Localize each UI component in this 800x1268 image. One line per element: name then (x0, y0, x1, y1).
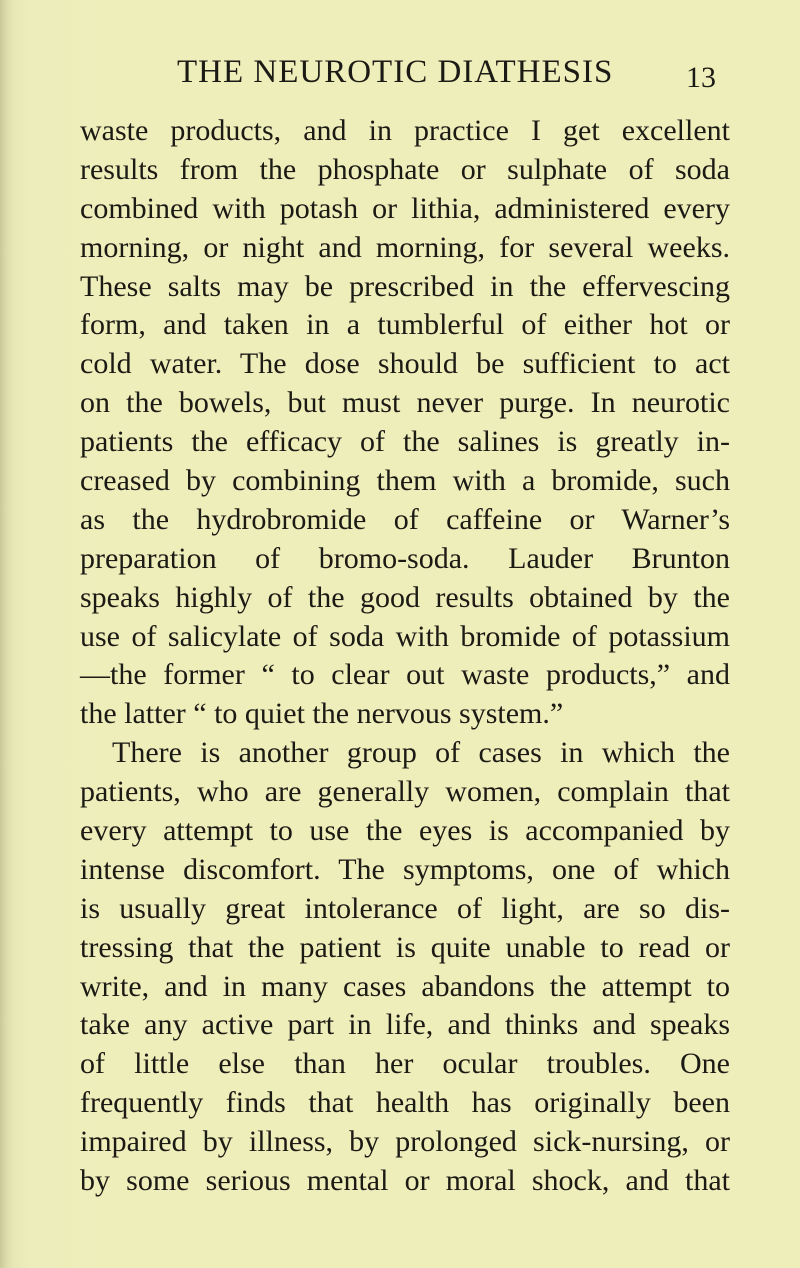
running-title: THE NEUROTIC DIATHESIS (177, 54, 614, 90)
page-gutter (0, 0, 14, 1268)
text-line: every attempt to use the eyes is accompanied by (80, 814, 730, 848)
text-line: creased by combining them with a bromide, such (80, 464, 730, 498)
text-line: intense discomfort. The symptoms, one of which (80, 852, 730, 886)
running-head (0, 52, 800, 92)
text-line: results from the phosphate or sulphate of soda (80, 152, 730, 186)
text-line: by some serious mental or moral shock, and that (80, 1164, 730, 1198)
text-line: frequently finds that health has originally been (80, 1086, 730, 1120)
text-line: write, and in many cases abandons the attempt to (80, 969, 730, 1003)
text-line: —the former “ to clear out waste products,” and (80, 658, 730, 692)
text-line: patients, who are generally women, complain that (80, 775, 730, 809)
text-line: combined with potash or lithia, administered every (80, 191, 730, 225)
text-line: These salts may be prescribed in the effervescing (80, 269, 730, 303)
text-line: morning, or night and morning, for several weeks. (80, 230, 730, 264)
text-line: cold water. The dose should be sufficient to act (80, 347, 730, 381)
text-line: patients the efficacy of the salines is greatly in- (80, 425, 730, 459)
text-line: impaired by illness, by prolonged sick-nursing, or (80, 1125, 730, 1159)
text-line: is usually great intolerance of light, are so dis- (80, 891, 730, 925)
text-line: the latter “ to quiet the nervous system.” (80, 697, 564, 731)
text-line: speaks highly of the good results obtained by the (80, 580, 730, 614)
text-line: take any active part in life, and thinks and speaks (80, 1008, 730, 1042)
text-line: on the bowels, but must never purge. In neurotic (80, 386, 730, 420)
text-line: of little else than her ocular troubles. One (80, 1047, 730, 1081)
paragraph-start-line: There is another group of cases in which the (112, 736, 730, 770)
text-line: preparation of bromo-soda. Lauder Brunton (80, 541, 730, 575)
text-line: as the hydrobromide of caffeine or Warner’s (80, 502, 730, 536)
text-line: use of salicylate of soda with bromide of potassium (80, 619, 730, 653)
text-line: form, and taken in a tumblerful of either hot or (80, 308, 730, 342)
text-line: tressing that the patient is quite unable to read or (80, 930, 730, 964)
text-line: waste products, and in practice I get excellent (80, 114, 730, 147)
body-text (80, 112, 730, 1201)
page-number: 13 (686, 61, 716, 94)
